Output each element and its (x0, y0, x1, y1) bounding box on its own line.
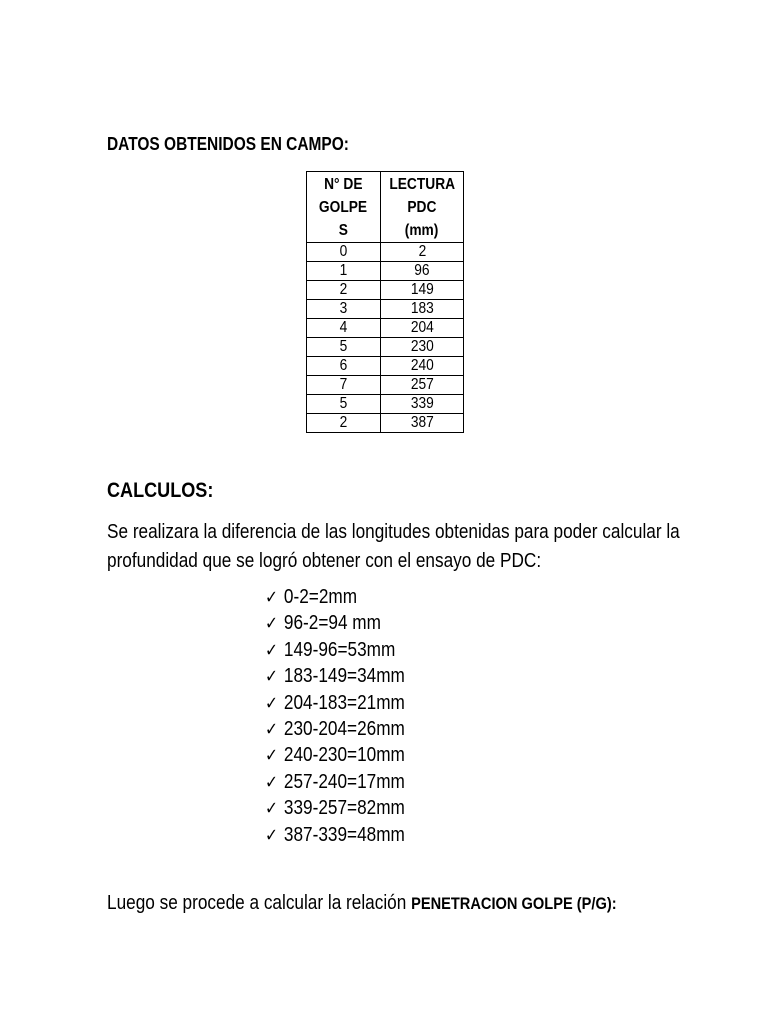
cell-text: 5 (339, 338, 348, 355)
cell-blow-number (307, 395, 381, 414)
cell-blow-number (307, 414, 381, 433)
list-item (265, 610, 428, 636)
header-reading-line-3: (mm) (405, 222, 439, 239)
cell-pdc-reading (381, 376, 464, 395)
table-row (307, 395, 464, 414)
cell-pdc-reading (381, 395, 464, 414)
table-row (307, 262, 464, 281)
calculation-text: 0-2=2mm (283, 586, 358, 608)
table-row (307, 319, 464, 338)
section-title-text: DATOS OBTENIDOS EN CAMPO: (107, 134, 349, 154)
intro-line-2: profundidad que se logró obtener con el ensayo de PDC: (107, 550, 542, 572)
cell-pdc-reading (381, 243, 464, 262)
header-reading-line-1: LECTURA (389, 176, 455, 193)
cell-text: 3 (339, 300, 348, 317)
calculation-text: 387-339=48mm (283, 823, 405, 846)
list-item (265, 690, 428, 716)
cell-pdc-reading (381, 414, 464, 433)
cell-pdc-reading (381, 319, 464, 338)
table-row (307, 281, 464, 300)
table-row (307, 357, 464, 376)
list-item (265, 795, 428, 821)
check-icon: ✓ (265, 771, 278, 792)
cell-pdc-reading (381, 338, 464, 357)
header-blows-line-3: S (338, 222, 349, 239)
cell-text: 1 (339, 262, 348, 279)
cell-blow-number (307, 262, 381, 281)
calculation-text: 230-204=26mm (283, 717, 405, 740)
check-icon: ✓ (265, 718, 278, 739)
cell-text: 6 (339, 357, 348, 374)
check-icon: ✓ (265, 798, 278, 819)
check-icon: ✓ (265, 692, 278, 713)
cell-text: 2 (418, 243, 426, 260)
final-paragraph-text: Luego se procede a calcular la relación (107, 892, 412, 914)
final-paragraph-bold-term: PENETRACION GOLPE (P/G): (411, 894, 617, 913)
calculation-text: 257-240=17mm (283, 770, 405, 793)
table-header-row (307, 172, 464, 243)
calculation-text: 204-183=21mm (283, 691, 405, 714)
table-row (307, 338, 464, 357)
header-blows-line-1: N° DE (324, 176, 363, 193)
check-icon: ✓ (265, 666, 278, 687)
calculations-title (107, 479, 231, 503)
cell-text: 2 (339, 281, 348, 298)
cell-text: 96 (414, 262, 430, 279)
cell-text: 0 (339, 243, 348, 260)
cell-blow-number (307, 243, 381, 262)
cell-text: 257 (410, 376, 434, 393)
final-paragraph (107, 890, 700, 917)
section-title (107, 133, 388, 155)
cell-pdc-reading (381, 357, 464, 376)
table-row (307, 243, 464, 262)
calculation-text: 96-2=94 mm (283, 612, 381, 635)
list-item (265, 716, 428, 742)
header-blows-line-2: GOLPE (319, 199, 368, 216)
calculation-text: 149-96=53mm (283, 638, 396, 661)
table-body (307, 243, 464, 433)
list-item (265, 637, 428, 663)
cell-text: 7 (339, 376, 348, 393)
calculations-intro (107, 518, 727, 576)
check-icon: ✓ (265, 745, 278, 766)
cell-blow-number (307, 376, 381, 395)
check-icon: ✓ (265, 639, 278, 660)
check-icon: ✓ (265, 824, 278, 845)
cell-blow-number (307, 319, 381, 338)
table-row (307, 414, 464, 433)
cell-text: 183 (410, 300, 434, 317)
calculation-list (265, 584, 428, 848)
cell-text: 240 (410, 357, 434, 374)
list-item (265, 742, 428, 768)
cell-text: 2 (339, 414, 348, 431)
calculation-text: 339-257=82mm (283, 797, 405, 820)
cell-blow-number (307, 357, 381, 376)
cell-pdc-reading (381, 262, 464, 281)
table-row (307, 300, 464, 319)
cell-blow-number (307, 281, 381, 300)
check-icon: ✓ (265, 587, 278, 607)
cell-text: 387 (410, 414, 434, 431)
header-blows (307, 172, 381, 243)
cell-blow-number (307, 338, 381, 357)
calculation-text: 240-230=10mm (283, 744, 405, 767)
header-reading-line-2: PDC (407, 199, 437, 216)
cell-blow-number (307, 300, 381, 319)
header-reading (381, 172, 464, 243)
calculation-text: 183-149=34mm (283, 665, 405, 688)
list-item (265, 584, 428, 610)
cell-pdc-reading (381, 300, 464, 319)
list-item (265, 663, 428, 689)
calculations-title-text: CALCULOS: (107, 479, 214, 502)
cell-text: 5 (339, 395, 348, 412)
list-item (265, 822, 428, 848)
cell-text: 230 (410, 338, 434, 355)
cell-text: 339 (410, 395, 434, 412)
cell-text: 149 (410, 281, 434, 298)
intro-line-1: Se realizara la diferencia de las longitudes obtenidas para poder calcular la (107, 521, 680, 543)
table-row (307, 376, 464, 395)
field-data-table (306, 171, 464, 433)
list-item (265, 769, 428, 795)
cell-text: 204 (410, 319, 434, 336)
check-icon: ✓ (265, 613, 278, 634)
cell-pdc-reading (381, 281, 464, 300)
cell-text: 4 (339, 319, 348, 336)
